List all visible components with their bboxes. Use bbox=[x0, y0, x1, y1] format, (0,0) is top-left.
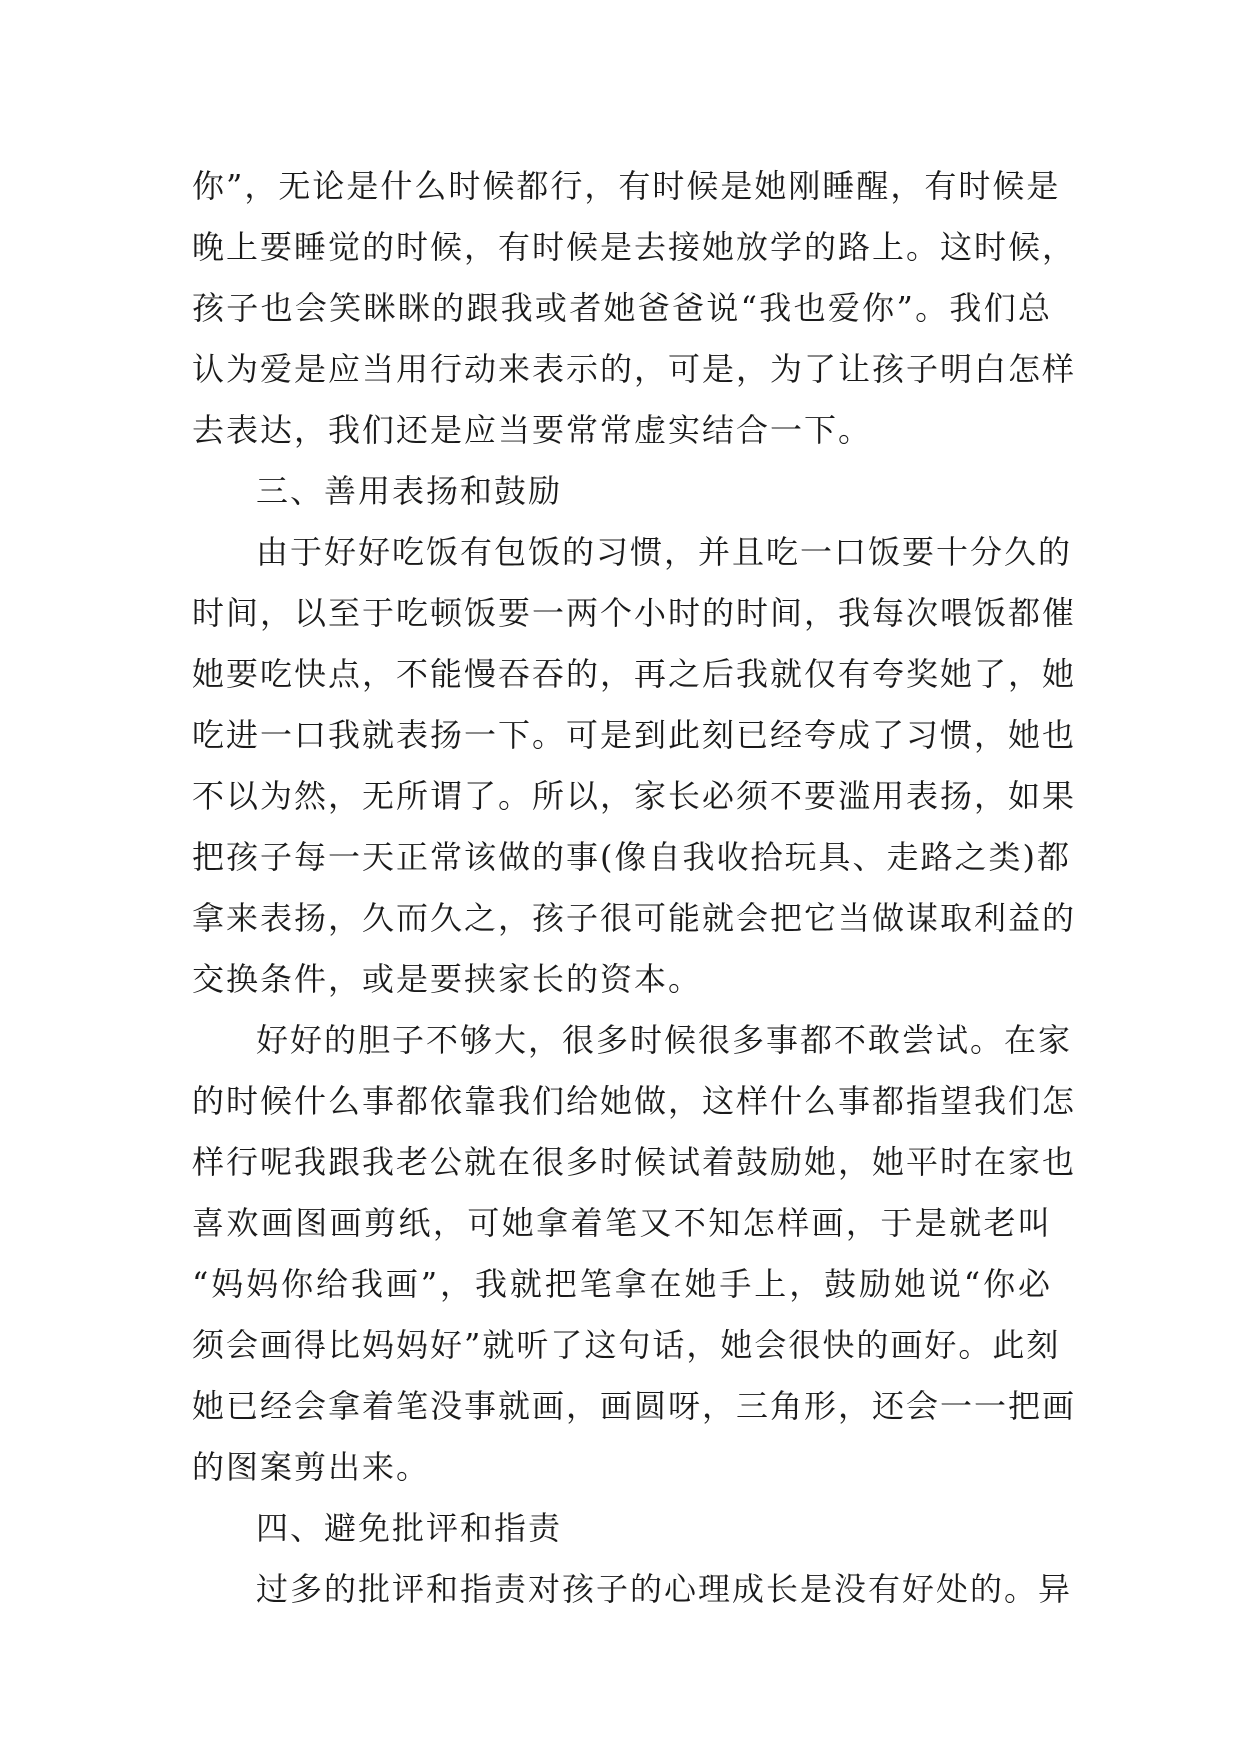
text-line: “妈妈你给我画”，我就把笔拿在她手上，鼓励她说“你必 bbox=[192, 1265, 1052, 1303]
paragraph-first-line: 由于好好吃饭有包饭的习惯，并且吃一口饭要十分久的 bbox=[256, 533, 1073, 571]
text-line: 须会画得比妈妈好”就听了这句话，她会很快的画好。此刻 bbox=[192, 1326, 1061, 1364]
text-line: 不以为然，无所谓了。所以，家长必须不要滥用表扬，如果 bbox=[192, 777, 1077, 815]
paragraph-first-line: 过多的批评和指责对孩子的心理成长是没有好处的。异 bbox=[256, 1570, 1073, 1608]
document-body bbox=[192, 156, 1077, 1620]
text-line: 孩子也会笑眯眯的跟我或者她爸爸说“我也爱你”。我们总 bbox=[192, 289, 1052, 327]
section-heading: 四、避免批评和指责 bbox=[256, 1509, 563, 1547]
text-line: 去表达，我们还是应当要常常虚实结合一下。 bbox=[192, 411, 873, 449]
text-line: 吃进一口我就表扬一下。可是到此刻已经夸成了习惯，她也 bbox=[192, 716, 1077, 754]
text-line: 把孩子每一天正常该做的事(像自我收拾玩具、走路之类)都 bbox=[192, 838, 1071, 876]
text-line: 的图案剪出来。 bbox=[192, 1448, 431, 1486]
text-line: 交换条件，或是要挟家长的资本。 bbox=[192, 960, 703, 998]
text-line: 时间，以至于吃顿饭要一两个小时的时间，我每次喂饭都催 bbox=[192, 594, 1077, 632]
text-line: 晚上要睡觉的时候，有时候是去接她放学的路上。这时候， bbox=[192, 228, 1077, 266]
paragraph-first-line: 好好的胆子不够大，很多时候很多事都不敢尝试。在家 bbox=[256, 1021, 1073, 1059]
text-line: 样行呢我跟我老公就在很多时候试着鼓励她，她平时在家也 bbox=[192, 1143, 1077, 1181]
text-line: 拿来表扬，久而久之，孩子很可能就会把它当做谋取利益的 bbox=[192, 899, 1077, 937]
text-line: 你”，无论是什么时候都行，有时候是她刚睡醒，有时候是 bbox=[192, 167, 1061, 205]
text-line: 她要吃快点，不能慢吞吞的，再之后我就仅有夸奖她了，她 bbox=[192, 655, 1077, 693]
text-line: 喜欢画图画剪纸，可她拿着笔又不知怎样画，于是就老叫 bbox=[192, 1204, 1052, 1242]
text-line: 的时候什么事都依靠我们给她做，这样什么事都指望我们怎 bbox=[192, 1082, 1077, 1120]
text-line: 认为爱是应当用行动来表示的，可是，为了让孩子明白怎样 bbox=[192, 350, 1077, 388]
section-heading: 三、善用表扬和鼓励 bbox=[256, 472, 563, 510]
text-line: 她已经会拿着笔没事就画，画圆呀，三角形，还会一一把画 bbox=[192, 1387, 1077, 1425]
